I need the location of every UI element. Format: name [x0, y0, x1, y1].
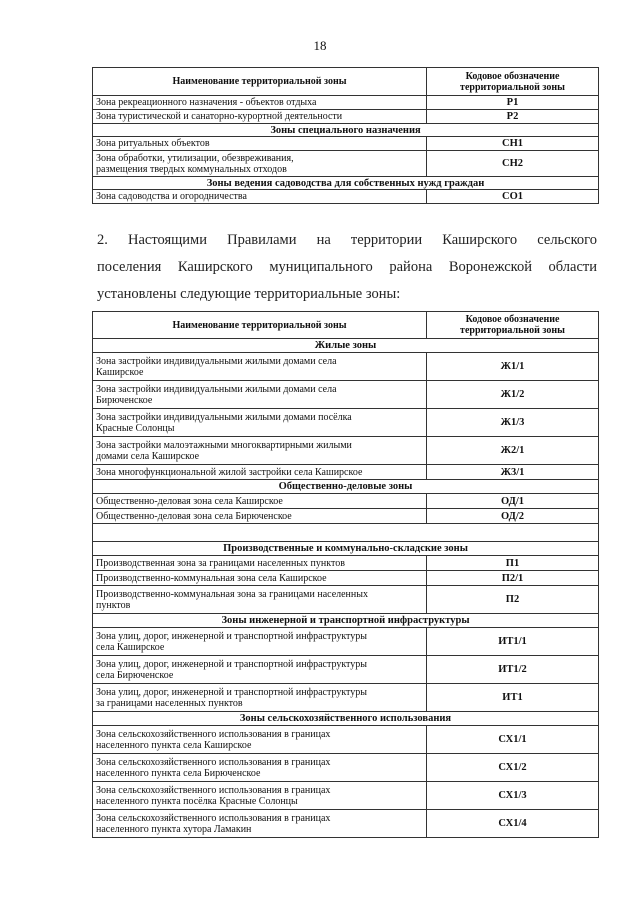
zone-code: СН2	[427, 151, 599, 177]
zone-name-line: Зона застройки индивидуальными жилыми домами села	[96, 355, 337, 367]
zone-name-line: Общественно-деловая зона села Бирюченское	[96, 510, 292, 522]
zone-name-line: размещения твердых коммунальных отходов	[96, 163, 287, 175]
zone-code: Р2	[427, 110, 599, 124]
table-row	[93, 754, 599, 782]
zone-code: СО1	[427, 190, 599, 204]
zone-code: СХ1/3	[427, 782, 599, 810]
header-code-line: Кодовое обозначение	[465, 70, 560, 82]
zone-name-line: домами села Каширское	[96, 450, 200, 462]
zone-name-line: Производственно-коммунальная зона за границами населенных	[96, 588, 368, 600]
section-row	[93, 339, 599, 353]
section-row	[93, 712, 599, 726]
zone-name-line: Производственно-коммунальная зона села Каширское	[96, 572, 327, 584]
zone-name	[93, 353, 427, 381]
section-title: Общественно-деловые зоны	[93, 480, 599, 494]
paragraph-line: 2. Настоящими Правилами на территории Каширского сельского	[97, 232, 597, 248]
zone-name	[93, 684, 427, 712]
zone-name-line: Каширское	[96, 366, 144, 378]
zone-name	[93, 137, 427, 151]
header-code-line: Кодовое обозначение	[465, 314, 560, 325]
zone-name	[93, 509, 427, 524]
zone-code: ОД/2	[427, 509, 599, 524]
header-code-line: территориальной зоны	[460, 325, 565, 336]
header-zone-name: Наименование территориальной зоны	[93, 312, 427, 339]
zone-name-line: Зона рекреационного назначения - объектов отдыха	[96, 97, 317, 108]
paragraph-line: поселения Каширского муниципального района Воронежской области	[97, 259, 597, 275]
section-title: Зоны сельскохозяйственного использования	[93, 712, 599, 726]
zone-name-line: за границами населенных пунктов	[96, 697, 243, 709]
zone-name	[93, 110, 427, 124]
zone-code: П2/1	[427, 571, 599, 586]
section-row	[93, 480, 599, 494]
zone-name-line: Бирюченское	[96, 394, 153, 406]
zone-name	[93, 810, 427, 838]
zone-code: Ж1/3	[427, 409, 599, 437]
table-header-row	[93, 68, 599, 96]
zone-name-line: Производственная зона за границами населенных пунктов	[96, 557, 345, 569]
zone-name	[93, 726, 427, 754]
zone-name-line: населенного пункта хутора Ламакин	[96, 823, 252, 835]
zone-code: Ж2/1	[427, 437, 599, 465]
zone-code: ИТ1/2	[427, 656, 599, 684]
table-row	[93, 465, 599, 480]
header-code-line: территориальной зоны	[460, 81, 565, 93]
table-row	[93, 571, 599, 586]
zone-name	[93, 494, 427, 509]
zone-name	[93, 556, 427, 571]
section-row	[93, 542, 599, 556]
zone-name	[93, 151, 427, 177]
zones-table-top	[92, 67, 599, 204]
zone-name-line: Общественно-деловая зона села Каширское	[96, 495, 283, 507]
zone-code: СХ1/4	[427, 810, 599, 838]
zone-name-line: Зона сельскохозяйственного использования в границах	[96, 812, 331, 824]
table-row	[93, 96, 599, 110]
zone-name	[93, 754, 427, 782]
blank-row	[93, 524, 599, 542]
zone-code: Ж3/1	[427, 465, 599, 480]
zone-code: ОД/1	[427, 494, 599, 509]
zone-code: П1	[427, 556, 599, 571]
table-row	[93, 586, 599, 614]
paragraph-line: установлены следующие территориальные зоны:	[97, 286, 401, 302]
section-title: Зоны специального назначения	[93, 124, 599, 137]
section-title: Зоны ведения садоводства для собственных нужд граждан	[93, 177, 599, 190]
zone-name-line: Зона улиц, дорог, инженерной и транспортной инфраструктуры	[96, 630, 367, 642]
zone-code: Ж1/2	[427, 381, 599, 409]
zone-code: П2	[427, 586, 599, 614]
zone-name-line: населенного пункта села Бирюченское	[96, 767, 261, 779]
page-number: 18	[313, 38, 327, 53]
table-row	[93, 684, 599, 712]
table-row	[93, 409, 599, 437]
zone-name-line: Зона сельскохозяйственного использования в границах	[96, 756, 331, 768]
zone-name	[93, 437, 427, 465]
zone-name	[93, 381, 427, 409]
zone-name-line: Зона туристической и санаторно-курортной деятельности	[96, 111, 343, 122]
zone-name-line: Зона застройки малоэтажными многоквартирными жилыми	[96, 439, 352, 451]
zone-name	[93, 782, 427, 810]
zone-name-line: Зона обработки, утилизации, обезвреживания,	[96, 152, 294, 164]
zone-code: Р1	[427, 96, 599, 110]
zone-name-line: пунктов	[96, 599, 131, 611]
table-row	[93, 110, 599, 124]
table-row	[93, 137, 599, 151]
section-row	[93, 614, 599, 628]
zone-name-line: Зона улиц, дорог, инженерной и транспортной инфраструктуры	[96, 658, 367, 670]
table-row	[93, 353, 599, 381]
zone-name	[93, 628, 427, 656]
table-row	[93, 628, 599, 656]
table-row	[93, 437, 599, 465]
zone-name-line: Зона многофункциональной жилой застройки села Каширское	[96, 466, 363, 478]
zone-code: ИТ1/1	[427, 628, 599, 656]
zone-name	[93, 586, 427, 614]
table-row	[93, 726, 599, 754]
table-header-row	[93, 312, 599, 339]
table-row	[93, 556, 599, 571]
section-title: Производственные и коммунально-складские зоны	[93, 542, 599, 556]
section-row	[93, 124, 599, 137]
zone-name-line: Зона улиц, дорог, инженерной и транспортной инфраструктуры	[96, 686, 367, 698]
section-title: Жилые зоны	[93, 339, 599, 353]
zone-name	[93, 465, 427, 480]
zone-code: СН1	[427, 137, 599, 151]
zone-name-line: населенного пункта посёлка Красные Солонцы	[96, 795, 298, 807]
header-zone-code	[427, 68, 599, 96]
zone-name-line: Красные Солонцы	[96, 422, 175, 434]
blank-cell	[93, 524, 599, 542]
zone-name	[93, 656, 427, 684]
zone-name-line: села Каширское	[96, 641, 165, 653]
zone-name-line: Зона ритуальных объектов	[96, 138, 210, 149]
zone-code: ИТ1	[427, 684, 599, 712]
zone-name-line: Зона застройки индивидуальными жилыми домами посёлка	[96, 411, 352, 423]
zone-name-line: Зона сельскохозяйственного использования в границах	[96, 728, 331, 740]
header-zone-name: Наименование территориальной зоны	[93, 68, 427, 96]
table-row	[93, 810, 599, 838]
zone-name-line: населенного пункта села Каширское	[96, 739, 252, 751]
table-row	[93, 381, 599, 409]
zone-name	[93, 409, 427, 437]
table-row	[93, 656, 599, 684]
zone-name	[93, 96, 427, 110]
table-row	[93, 151, 599, 177]
table-row	[93, 494, 599, 509]
table-row	[93, 782, 599, 810]
section-row	[93, 177, 599, 190]
zone-name-line: Зона застройки индивидуальными жилыми домами села	[96, 383, 337, 395]
zone-code: Ж1/1	[427, 353, 599, 381]
table-row	[93, 190, 599, 204]
zones-table-main	[92, 311, 599, 838]
zone-name-line: Зона садоводства и огородничества	[96, 191, 247, 202]
table-row	[93, 509, 599, 524]
zone-name	[93, 571, 427, 586]
zone-name-line: Зона сельскохозяйственного использования в границах	[96, 784, 331, 796]
zone-name-line: села Бирюченское	[96, 669, 174, 681]
zone-code: СХ1/1	[427, 726, 599, 754]
zone-code: СХ1/2	[427, 754, 599, 782]
header-zone-code	[427, 312, 599, 339]
section-title: Зоны инженерной и транспортной инфраструктуры	[93, 614, 599, 628]
zone-name	[93, 190, 427, 204]
